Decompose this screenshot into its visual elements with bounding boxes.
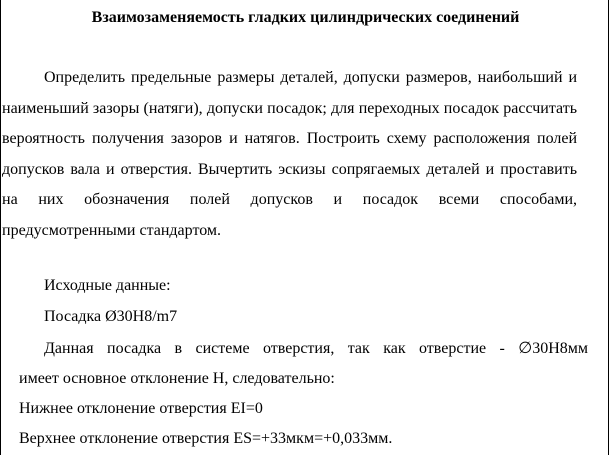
lower-deviation-line: Нижнее отклонение отверстия EI=0: [19, 400, 263, 417]
task-paragraph: Определить предельные размеры деталей, допуски размеров, наибольший и наименьший зазоры (натяги), допуски посадок; для переходных посадок рассчитать вероятность получения зазоров и натягов. Построить схему расположения полей допусков вала и отверстия. Вычертить эскизы сопрягаемых деталей и проставить на них обозначения полей допусков и посадок всеми способами, предусмотренными стандартом.: [2, 69, 577, 239]
source-data-label: Исходные данные:: [44, 277, 171, 294]
fit-description-line-1: Данная посадка в системе отверстия, так как отверстие - ∅30H8мм: [44, 340, 588, 357]
upper-deviation-line: Верхнее отклонение отверстия ES=+33мкм=+0,033мм.: [19, 430, 393, 447]
fit-designation: Посадка Ø30H8/m7: [44, 308, 178, 325]
fit-description-line-2: имеет основное отклонение H, следовательно:: [19, 370, 335, 387]
document-title: Взаимозаменяемость гладких цилиндрических соединений: [91, 9, 520, 26]
